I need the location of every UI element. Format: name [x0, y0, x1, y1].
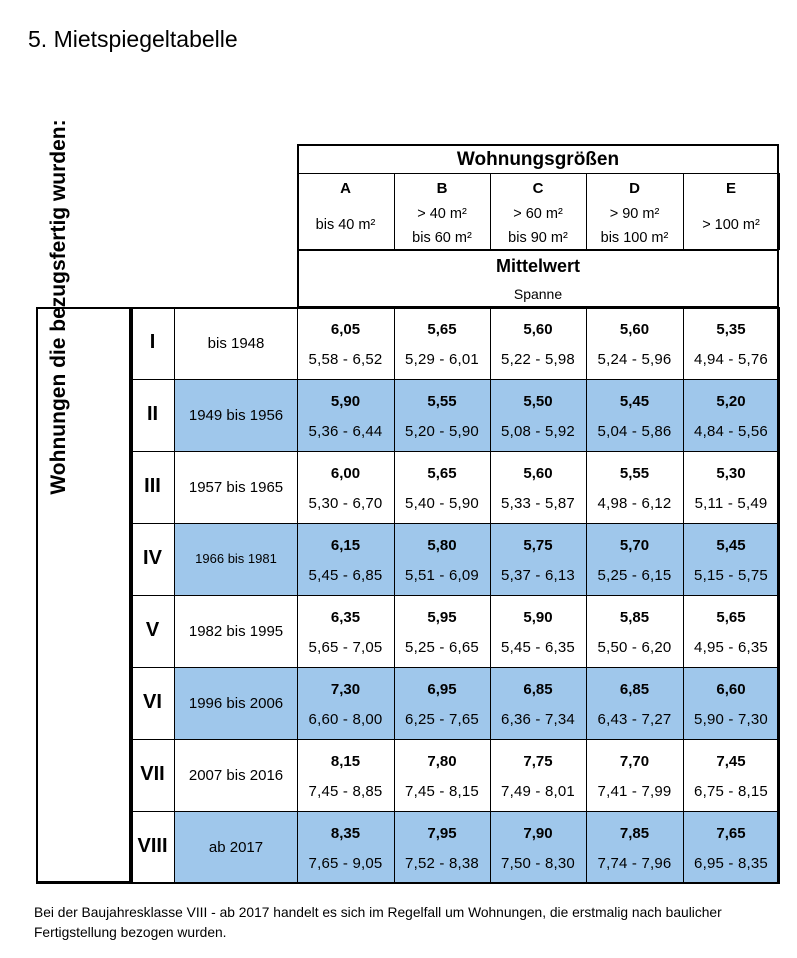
range-label: Spanne — [513, 286, 563, 302]
rent-mean: 6,15 — [330, 537, 361, 554]
rent-mean: 6,05 — [330, 321, 361, 338]
column-letter: B — [436, 180, 448, 197]
rent-range: 5,45 - 6,85 — [308, 567, 383, 584]
rent-mean: 5,55 — [427, 393, 457, 410]
rent-range: 5,20 - 5,90 — [405, 423, 479, 440]
rent-mean: 7,65 — [716, 825, 746, 842]
rent-range: 5,24 - 5,96 — [597, 351, 672, 368]
rent-mean: 5,75 — [523, 537, 553, 554]
rent-mean: 6,60 — [716, 681, 746, 698]
rent-mean: 5,55 — [619, 465, 650, 482]
year-class: VII — [140, 763, 165, 785]
side-frame — [36, 307, 132, 884]
rent-mean: 5,45 — [619, 393, 650, 410]
rent-range: 5,08 - 5,92 — [501, 423, 575, 440]
rent-mean: 7,85 — [619, 825, 650, 842]
column-size-from: > 60 m² — [513, 206, 563, 222]
column-size: bis 40 m² — [315, 217, 376, 233]
rent-mean: 8,35 — [330, 825, 361, 842]
column-size-to: bis 100 m² — [600, 230, 669, 246]
rent-range: 5,25 - 6,65 — [405, 639, 479, 656]
rent-range: 6,43 - 7,27 — [597, 711, 672, 728]
mean-label: Mittelwert — [495, 256, 580, 276]
column-size: > 100 m² — [702, 217, 760, 233]
year-class: I — [149, 331, 156, 353]
period-label: 1966 bis 1981 — [195, 551, 277, 566]
column-size-from: > 90 m² — [609, 206, 660, 222]
rent-range: 5,29 - 6,01 — [405, 351, 479, 368]
rent-mean: 5,90 — [523, 609, 553, 626]
rent-range: 4,98 - 6,12 — [597, 495, 672, 512]
rent-mean: 5,80 — [427, 537, 457, 554]
rent-range: 5,33 - 5,87 — [501, 495, 575, 512]
side-label: Wohnungen die bezugsfertig wurden: — [47, 119, 70, 495]
rent-mean: 6,85 — [523, 681, 553, 698]
rent-mean: 5,90 — [330, 393, 361, 410]
rent-mean: 7,45 — [716, 753, 746, 770]
rent-range: 5,50 - 6,20 — [597, 639, 672, 656]
rent-range: 6,25 - 7,65 — [405, 711, 479, 728]
rent-mean: 7,90 — [523, 825, 553, 842]
period-label: 1982 bis 1995 — [188, 623, 284, 640]
rent-range: 5,22 - 5,98 — [501, 351, 575, 368]
rent-mean: 5,60 — [619, 321, 650, 338]
rent-mean: 5,85 — [619, 609, 650, 626]
column-letter: C — [532, 180, 544, 197]
rent-range: 7,45 - 8,85 — [308, 783, 383, 800]
rent-range: 7,50 - 8,30 — [501, 855, 575, 872]
rent-range: 5,58 - 6,52 — [308, 351, 383, 368]
period-label: 1949 bis 1956 — [188, 407, 284, 424]
rent-range: 6,95 - 8,35 — [694, 855, 768, 872]
body-frame — [131, 307, 779, 884]
rent-range: 5,04 - 5,86 — [597, 423, 672, 440]
rent-mean: 6,35 — [330, 609, 361, 626]
rent-mean: 7,95 — [427, 825, 457, 842]
rent-mean: 5,65 — [427, 465, 457, 482]
rent-range: 5,51 - 6,09 — [405, 567, 479, 584]
rent-range: 5,90 - 7,30 — [694, 711, 768, 728]
column-size-to: bis 60 m² — [412, 230, 472, 246]
rent-mean: 6,95 — [427, 681, 457, 698]
rent-mean: 5,45 — [716, 537, 746, 554]
rent-mean: 6,00 — [330, 465, 361, 482]
rent-range: 4,94 - 5,76 — [694, 351, 768, 368]
rent-mean: 5,20 — [716, 393, 746, 410]
period-label: 1957 bis 1965 — [188, 479, 284, 496]
rent-mean: 7,30 — [330, 681, 361, 698]
rent-range: 4,84 - 5,56 — [694, 423, 768, 440]
rent-range: 5,36 - 6,44 — [308, 423, 383, 440]
rent-range: 5,11 - 5,49 — [694, 495, 768, 512]
rent-range: 5,65 - 7,05 — [308, 639, 383, 656]
rent-mean: 5,65 — [716, 609, 746, 626]
rent-range: 4,95 - 6,35 — [694, 639, 768, 656]
rent-range: 7,41 - 7,99 — [597, 783, 672, 800]
rent-range: 7,45 - 8,15 — [405, 783, 479, 800]
rent-range: 5,25 - 6,15 — [597, 567, 672, 584]
year-class: VI — [143, 691, 162, 713]
rent-range: 7,74 - 7,96 — [597, 855, 672, 872]
rent-mean: 5,50 — [523, 393, 553, 410]
rent-mean: 7,80 — [427, 753, 457, 770]
rent-range: 5,30 - 6,70 — [308, 495, 383, 512]
rent-mean: 5,60 — [523, 465, 553, 482]
year-class: IV — [143, 547, 162, 569]
rent-range: 6,36 - 7,34 — [501, 711, 575, 728]
rent-range: 7,52 - 8,38 — [405, 855, 479, 872]
rent-mean: 5,95 — [427, 609, 457, 626]
rent-range: 7,49 - 8,01 — [501, 783, 575, 800]
rent-mean: 6,85 — [619, 681, 650, 698]
rent-range: 6,75 - 8,15 — [694, 783, 768, 800]
rent-mean: 5,30 — [716, 465, 746, 482]
period-label: 1996 bis 2006 — [188, 695, 284, 712]
rent-mean: 5,70 — [619, 537, 650, 554]
column-letter: E — [725, 180, 736, 197]
column-letter: A — [340, 180, 351, 197]
rent-range: 7,65 - 9,05 — [308, 855, 383, 872]
rent-range: 5,15 - 5,75 — [694, 567, 768, 584]
page-title: 5. Mietspiegeltabelle — [28, 26, 238, 52]
year-class: II — [146, 403, 159, 425]
rent-range: 5,40 - 5,90 — [405, 495, 479, 512]
rent-mean: 5,60 — [523, 321, 553, 338]
rent-mean: 7,75 — [523, 753, 553, 770]
rent-range: 5,45 - 6,35 — [501, 639, 575, 656]
rent-mean: 8,15 — [330, 753, 361, 770]
rent-range: 6,60 - 8,00 — [308, 711, 383, 728]
rent-mean: 5,35 — [716, 321, 746, 338]
year-class: III — [144, 475, 161, 497]
size-group-label: Wohnungsgrößen — [456, 149, 620, 170]
period-label: bis 1948 — [207, 335, 265, 352]
year-class: VIII — [137, 835, 168, 857]
rent-mean: 7,70 — [619, 753, 650, 770]
footnote: Bei der Baujahresklasse VIII - ab 2017 handelt es sich im Regelfall um Wohnungen, die erstmalig nach baulicher Fertigstellung bezogen wurden. — [34, 905, 722, 940]
period-label: 2007 bis 2016 — [188, 767, 284, 784]
rent-range: 5,37 - 6,13 — [501, 567, 575, 584]
column-size-from: > 40 m² — [417, 206, 467, 222]
column-size-to: bis 90 m² — [508, 230, 568, 246]
year-class: V — [145, 619, 160, 641]
column-letter: D — [629, 180, 640, 197]
period-label: ab 2017 — [208, 839, 264, 856]
rent-mean: 5,65 — [427, 321, 457, 338]
